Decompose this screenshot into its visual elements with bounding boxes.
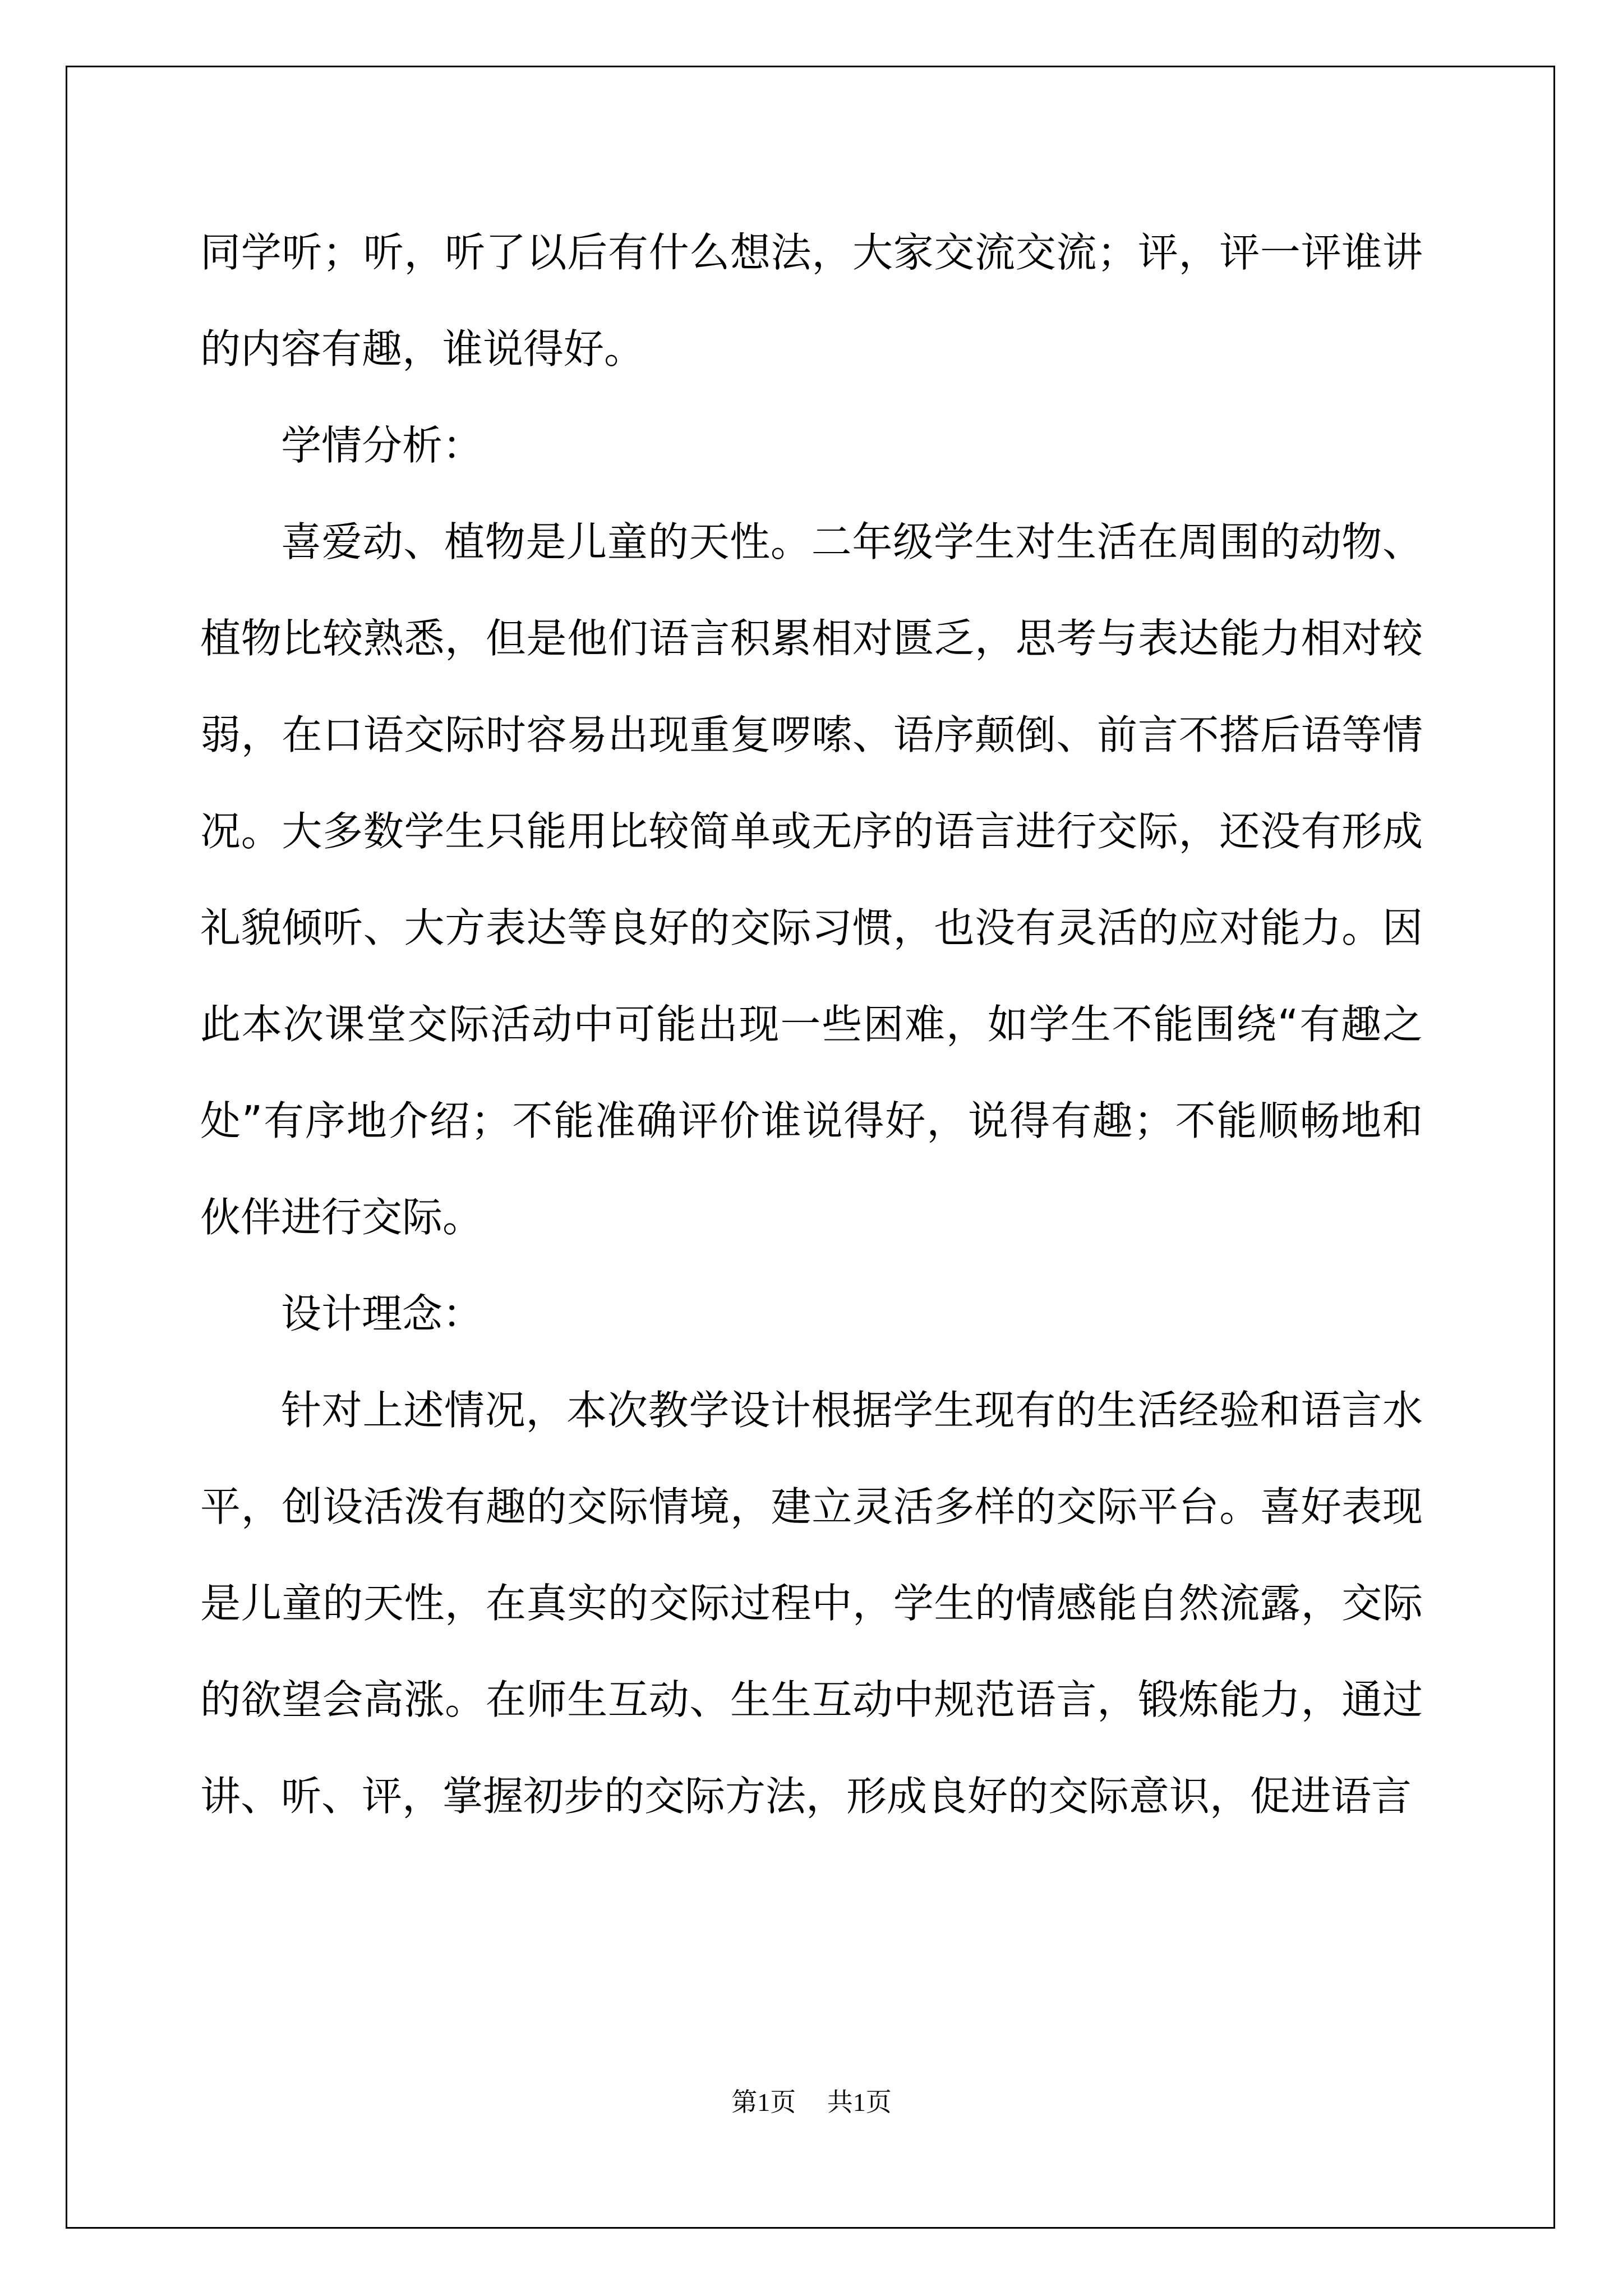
heading-learner-analysis: 学情分析： <box>281 422 483 469</box>
document-body <box>200 204 1423 1844</box>
heading-design-concept: 设计理念： <box>281 1290 483 1337</box>
page-footer <box>0 2086 1623 2119</box>
page-number: 第1页 <box>731 2088 796 2116</box>
paragraph-learner-analysis: 喜爱动、植物是儿童的天性。二年级学生对生活在周围的动物、植物比较熟悉，但是他们语言积累相对匮乏，思考与表达能力相对较弱，在口语交际时容易出现重复啰嗦、语序颠倒、前言不搭后语等情况。大多数学生只能用比较简单或无序的语言进行交际，还没有形成礼貌倾听、大方表达等良好的交际习惯，也没有灵活的应对能力。因此本次课堂交际活动中可能出现一些困难，如学生不能围绕“有趣之处”有序地介绍；不能准确评价谁说得好，说得有趣；不能顺畅地和伙伴进行交际。 <box>200 518 1423 1241</box>
paragraph-design-concept: 针对上述情况，本次教学设计根据学生现有的生活经验和语言水平，创设活泼有趣的交际情境，建立灵活多样的交际平台。喜好表现是儿童的天性，在真实的交际过程中，学生的情感能自然流露，交际的欲望会高涨。在师生互动、生生互动中规范语言，锻炼能力，通过讲、听、评，掌握初步的交际方法，形成良好的交际意识，促进语言 <box>200 1387 1423 1820</box>
paragraph-continuation: 同学听；听，听了以后有什么想法，大家交流交流；评，评一评谁讲的内容有趣，谁说得好。 <box>200 229 1423 372</box>
page-total: 共1页 <box>827 2088 892 2116</box>
